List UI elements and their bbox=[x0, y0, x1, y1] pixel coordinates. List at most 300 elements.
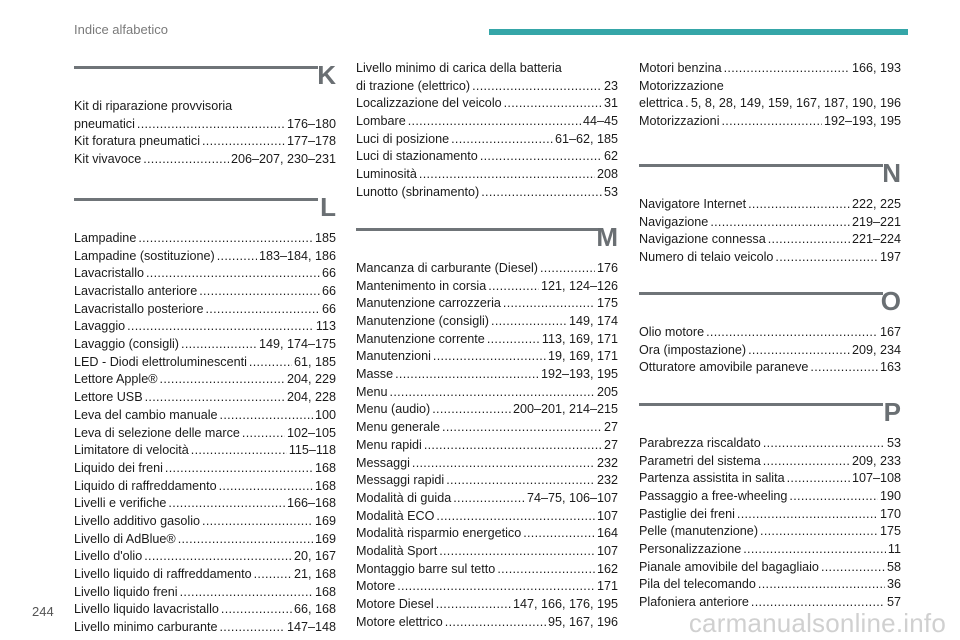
dot-leader bbox=[436, 508, 595, 526]
index-entry bbox=[639, 506, 901, 524]
index-entry bbox=[356, 278, 618, 296]
section-rule bbox=[74, 198, 318, 201]
index-entry-pages: 176–180 bbox=[286, 116, 336, 131]
index-entry-pages: 192–193, 195 bbox=[823, 114, 901, 129]
index-entry-name: elettrica bbox=[639, 96, 684, 111]
section-rule bbox=[74, 66, 318, 69]
index-entry-pages: 162 bbox=[596, 561, 618, 576]
index-entry-name: Messaggi bbox=[356, 455, 410, 470]
index-entry-pages: 113, 169, 171 bbox=[541, 331, 618, 346]
dot-leader bbox=[419, 166, 595, 184]
index-entry-pages: 44–45 bbox=[582, 114, 618, 129]
index-entry bbox=[356, 78, 618, 96]
dot-leader bbox=[748, 196, 850, 214]
entries-l bbox=[74, 230, 336, 637]
index-entry-pages: 27 bbox=[603, 420, 618, 435]
index-entry-name: Modalità risparmio energetico bbox=[356, 526, 522, 541]
dot-leader bbox=[397, 578, 595, 596]
index-entry bbox=[639, 359, 901, 377]
dot-leader bbox=[217, 248, 257, 266]
index-entry-name: Livello liquido di raffreddamento bbox=[74, 567, 252, 582]
index-entry bbox=[639, 559, 901, 577]
dot-leader bbox=[487, 331, 540, 349]
index-entry-name: Manutenzione carrozzeria bbox=[356, 296, 501, 311]
index-entry bbox=[74, 425, 336, 443]
index-entry-pages: 168 bbox=[314, 584, 336, 599]
dot-leader bbox=[775, 249, 878, 267]
index-entry bbox=[74, 354, 336, 372]
index-entry-name: Partenza assistita in salita bbox=[639, 471, 785, 486]
index-entry-name: Lettore USB bbox=[74, 390, 143, 405]
dot-leader bbox=[763, 435, 885, 453]
index-entry-name: LED - Diodi elettroluminescenti bbox=[74, 354, 247, 369]
index-entry bbox=[74, 442, 336, 460]
dot-leader bbox=[523, 525, 595, 543]
index-entry bbox=[356, 95, 618, 113]
index-entry-pages: 190 bbox=[879, 489, 901, 504]
index-entry-name: Menu rapidi bbox=[356, 437, 422, 452]
dot-leader bbox=[127, 318, 314, 336]
dot-leader bbox=[143, 151, 229, 169]
index-entry-name: Lampadine (sostituzione) bbox=[74, 248, 215, 263]
dot-leader bbox=[144, 548, 292, 566]
index-entry-name: Navigazione bbox=[639, 214, 709, 229]
index-entry-pages: 204, 228 bbox=[286, 390, 336, 405]
dot-leader bbox=[178, 531, 313, 549]
dot-leader bbox=[219, 478, 313, 496]
index-entry-name: pneumatici bbox=[74, 116, 135, 131]
index-entry-pages: 95, 167, 196 bbox=[547, 614, 618, 629]
index-entry bbox=[356, 508, 618, 526]
section-rule bbox=[639, 403, 883, 406]
index-entry bbox=[74, 301, 336, 319]
index-entry-name: Mancanza di carburante (Diesel) bbox=[356, 260, 538, 275]
index-entry bbox=[74, 230, 336, 248]
entries-p bbox=[639, 435, 901, 612]
index-entry-pages: 11 bbox=[887, 542, 901, 557]
index-entry bbox=[74, 389, 336, 407]
index-entry-pages: 107 bbox=[596, 508, 618, 523]
index-entry-pages: 36 bbox=[886, 577, 901, 592]
entries-n bbox=[639, 196, 901, 267]
index-entry bbox=[356, 331, 618, 349]
index-entry-pages: 204, 229 bbox=[286, 372, 336, 387]
index-entry-name: Pelle (manutenzione) bbox=[639, 524, 759, 539]
index-entry-pages: 200–201, 214–215 bbox=[512, 402, 618, 417]
index-entry-name: Montaggio barre sul tetto bbox=[356, 561, 496, 576]
index-entry-name: Navigazione connessa bbox=[639, 232, 766, 247]
index-entry bbox=[356, 260, 618, 278]
dot-leader bbox=[202, 513, 313, 531]
section-letter: N bbox=[882, 158, 901, 188]
index-entry bbox=[356, 131, 618, 149]
index-entry-name: Lavacristallo anteriore bbox=[74, 284, 198, 299]
index-entry-name: Passaggio a free-wheeling bbox=[639, 489, 788, 504]
index-entry-name: Livello di AdBlue® bbox=[74, 531, 176, 546]
dot-leader bbox=[481, 184, 602, 202]
index-entry-name: Livello liquido freni bbox=[74, 584, 178, 599]
index-entry bbox=[74, 584, 336, 602]
index-entry-pages: 185 bbox=[314, 230, 336, 245]
dot-leader bbox=[503, 295, 595, 313]
index-entry-pages: 23 bbox=[603, 78, 618, 93]
index-entry-name: Motore Diesel bbox=[356, 597, 434, 612]
index-entry-name: Modalità Sport bbox=[356, 543, 438, 558]
index-entry-pages: 170 bbox=[879, 506, 901, 521]
dot-leader bbox=[180, 584, 313, 602]
index-entry-name: Luci di stazionamento bbox=[356, 149, 478, 164]
index-entry-pages: 149, 174–175 bbox=[258, 337, 336, 352]
index-entry-pages: 19, 169, 171 bbox=[547, 349, 618, 364]
index-entry-pages: 57 bbox=[886, 595, 901, 610]
index-entry-pages: 5, 8, 28, 149, 159, 167, 187, 190, 196 bbox=[690, 96, 901, 111]
index-entry-name: Motorizzazione bbox=[639, 78, 724, 93]
dot-leader bbox=[206, 301, 320, 319]
index-entry-pages: 61, 185 bbox=[293, 354, 336, 369]
index-entry bbox=[639, 60, 901, 78]
index-entry bbox=[356, 295, 618, 313]
dot-leader bbox=[453, 490, 525, 508]
index-entry-pages: 107 bbox=[596, 543, 618, 558]
index-entry-name: Motorizzazioni bbox=[639, 114, 720, 129]
index-entry-pages: 147, 166, 176, 195 bbox=[512, 597, 618, 612]
dot-leader bbox=[439, 543, 595, 561]
index-entry bbox=[356, 455, 618, 473]
dot-leader bbox=[442, 419, 602, 437]
index-entry-name: Pastiglie dei freni bbox=[639, 506, 735, 521]
dot-leader bbox=[763, 453, 850, 471]
index-entry bbox=[74, 98, 336, 116]
dot-leader bbox=[710, 214, 850, 232]
index-entry-name: di trazione (elettrico) bbox=[356, 78, 471, 93]
index-entry-pages: 232 bbox=[596, 455, 618, 470]
index-entry-name: Menu (audio) bbox=[356, 402, 431, 417]
index-entry-pages: 166, 193 bbox=[851, 60, 901, 75]
index-entry-pages: 167 bbox=[879, 324, 901, 339]
index-entry-pages: 176 bbox=[596, 260, 618, 275]
section-letter: O bbox=[880, 286, 901, 316]
index-entry-name: Liquido di raffreddamento bbox=[74, 478, 217, 493]
index-entry bbox=[639, 78, 901, 96]
index-entry bbox=[639, 470, 901, 488]
index-entry-name: Lampadine bbox=[74, 230, 137, 245]
index-entry bbox=[74, 619, 336, 637]
index-entry-pages: 166–168 bbox=[286, 496, 336, 511]
index-entry-pages: 53 bbox=[603, 184, 618, 199]
index-entry-name: Livelli e verifiche bbox=[74, 496, 167, 511]
index-entry-name: Lavaggio (consigli) bbox=[74, 337, 180, 352]
index-entry bbox=[639, 523, 901, 541]
index-entry bbox=[356, 596, 618, 614]
dot-leader bbox=[768, 231, 850, 249]
index-entry-name: Parametri del sistema bbox=[639, 453, 761, 468]
index-entry-pages: 168 bbox=[314, 478, 336, 493]
index-entry-pages: 175 bbox=[596, 296, 618, 311]
index-entry bbox=[74, 151, 336, 169]
index-entry-name: Luminosità bbox=[356, 167, 417, 182]
dot-leader bbox=[254, 566, 292, 584]
index-entry bbox=[639, 231, 901, 249]
index-entry-name: Leva di selezione delle marce bbox=[74, 425, 240, 440]
dot-leader bbox=[504, 95, 602, 113]
index-entry-name: Pianale amovibile del bagagliaio bbox=[639, 559, 819, 574]
dot-leader bbox=[737, 506, 878, 524]
dot-leader bbox=[724, 60, 850, 78]
index-entry-pages: 192–193, 195 bbox=[540, 367, 618, 382]
index-entry bbox=[639, 95, 901, 113]
index-entry-name: Leva del cambio manuale bbox=[74, 407, 218, 422]
index-entry bbox=[74, 531, 336, 549]
index-entry bbox=[74, 248, 336, 266]
index-entry-pages: 20, 167 bbox=[293, 549, 336, 564]
index-entry-pages: 232 bbox=[596, 473, 618, 488]
index-entry bbox=[356, 561, 618, 579]
index-entry-pages: 115–118 bbox=[288, 443, 336, 458]
index-entry-pages: 205 bbox=[596, 384, 618, 399]
dot-leader bbox=[748, 342, 850, 360]
index-entry bbox=[74, 372, 336, 390]
entries-o bbox=[639, 324, 901, 377]
index-entry bbox=[74, 283, 336, 301]
dot-leader bbox=[491, 313, 567, 331]
index-entry-name: Navigatore Internet bbox=[639, 196, 747, 211]
index-entry-name: Liquido dei freni bbox=[74, 460, 163, 475]
index-entry bbox=[639, 435, 901, 453]
index-entry bbox=[356, 578, 618, 596]
index-entry bbox=[639, 577, 901, 595]
index-entry bbox=[639, 249, 901, 267]
index-entry bbox=[74, 407, 336, 425]
index-entry-pages: 31 bbox=[603, 96, 618, 111]
index-entry bbox=[74, 548, 336, 566]
dot-leader bbox=[436, 596, 511, 614]
index-entry-pages: 58 bbox=[886, 559, 901, 574]
index-entry-name: Livello minimo carburante bbox=[74, 620, 218, 635]
index-entry-pages: 66, 168 bbox=[293, 602, 336, 617]
dot-leader bbox=[722, 113, 822, 131]
index-entry-name: Manutenzione (consigli) bbox=[356, 314, 490, 329]
index-entry bbox=[356, 472, 618, 490]
page-number: 244 bbox=[32, 604, 54, 619]
section-rule bbox=[356, 228, 600, 231]
dot-leader bbox=[451, 131, 553, 149]
index-entry-name: Pila del telecomando bbox=[639, 577, 756, 592]
index-entry-name: Motore bbox=[356, 579, 396, 594]
dot-leader bbox=[220, 407, 313, 425]
index-entry-pages: 107–108 bbox=[851, 471, 901, 486]
index-entry bbox=[74, 495, 336, 513]
dot-leader bbox=[432, 401, 511, 419]
dot-leader bbox=[165, 460, 313, 478]
index-entry bbox=[74, 460, 336, 478]
dot-leader bbox=[412, 455, 595, 473]
section-letter: L bbox=[320, 192, 336, 222]
index-entry-pages: 164 bbox=[596, 526, 618, 541]
index-entry bbox=[74, 116, 336, 134]
index-entry bbox=[639, 196, 901, 214]
index-entry bbox=[356, 614, 618, 632]
section-letter: K bbox=[317, 60, 336, 90]
index-entry-name: Kit di riparazione provvisoria bbox=[74, 99, 233, 113]
dot-leader bbox=[706, 324, 878, 342]
index-entry-name: Localizzazione del veicolo bbox=[356, 96, 502, 111]
dot-leader bbox=[497, 561, 595, 579]
section-rule bbox=[639, 164, 883, 167]
index-entry bbox=[74, 318, 336, 336]
index-entry-name: Ora (impostazione) bbox=[639, 342, 747, 357]
index-entry-pages: 209, 234 bbox=[851, 342, 901, 357]
index-entry bbox=[639, 113, 901, 131]
index-entry-pages: 66 bbox=[321, 301, 336, 316]
entries-l-continued bbox=[356, 60, 618, 202]
dot-leader bbox=[685, 95, 689, 113]
header-title: Indice alfabetico bbox=[74, 22, 168, 37]
index-entry bbox=[356, 148, 618, 166]
dot-leader bbox=[390, 384, 595, 402]
index-entry-pages: 183–184, 186 bbox=[258, 248, 336, 263]
section-letter: P bbox=[883, 397, 901, 427]
index-entry-pages: 221–224 bbox=[851, 232, 901, 247]
index-entry-name: Lavacristallo bbox=[74, 266, 144, 281]
index-entry-name: Lavacristallo posteriore bbox=[74, 301, 204, 316]
index-entry-name: Kit foratura pneumatici bbox=[74, 134, 200, 149]
index-entry bbox=[356, 419, 618, 437]
index-entry-pages: 74–75, 106–107 bbox=[526, 490, 618, 505]
index-entry-name: Livello d'olio bbox=[74, 549, 143, 564]
index-entry-pages: 219–221 bbox=[851, 214, 901, 229]
dot-leader bbox=[821, 559, 885, 577]
index-entry bbox=[74, 513, 336, 531]
index-entry-pages: 102–105 bbox=[286, 425, 336, 440]
index-entry-name: Menu bbox=[356, 384, 388, 399]
index-entry bbox=[74, 601, 336, 619]
dot-leader bbox=[249, 354, 292, 372]
index-entry-name: Otturatore amovibile paraneve bbox=[639, 360, 809, 375]
index-entry bbox=[74, 133, 336, 151]
index-entry-name: Lunotto (sbrinamento) bbox=[356, 184, 480, 199]
header-accent-bar bbox=[489, 29, 908, 35]
index-entry-pages: 149, 174 bbox=[568, 314, 618, 329]
index-entry bbox=[356, 166, 618, 184]
index-entry bbox=[639, 214, 901, 232]
index-entry bbox=[74, 566, 336, 584]
index-entry-pages: 169 bbox=[314, 531, 336, 546]
dot-leader bbox=[433, 348, 546, 366]
index-entry-name: Limitatore di velocità bbox=[74, 443, 189, 458]
index-entry bbox=[639, 342, 901, 360]
index-entry bbox=[639, 453, 901, 471]
dot-leader bbox=[472, 78, 602, 96]
index-entry-name: Modalità di guida bbox=[356, 490, 452, 505]
dot-leader bbox=[424, 437, 602, 455]
dot-leader bbox=[810, 359, 878, 377]
index-entry-name: Lombare bbox=[356, 114, 406, 129]
index-entry-name: Modalità ECO bbox=[356, 508, 435, 523]
dot-leader bbox=[395, 366, 539, 384]
section-rule bbox=[639, 292, 883, 295]
dot-leader bbox=[168, 495, 285, 513]
dot-leader bbox=[160, 371, 285, 389]
section-letter: M bbox=[596, 222, 618, 252]
index-entry bbox=[639, 324, 901, 342]
index-entry bbox=[356, 384, 618, 402]
index-entry-name: Mantenimento in corsia bbox=[356, 278, 487, 293]
index-entry-name: Livello minimo di carica della batteria bbox=[356, 61, 562, 75]
index-entry bbox=[356, 402, 618, 420]
dot-leader bbox=[743, 541, 886, 559]
index-entry bbox=[74, 336, 336, 354]
entries-m-continued bbox=[639, 60, 901, 131]
index-entry bbox=[356, 348, 618, 366]
index-entry-name: Personalizzazione bbox=[639, 542, 742, 557]
index-entry bbox=[356, 543, 618, 561]
dot-leader bbox=[191, 442, 287, 460]
index-entry-pages: 209, 233 bbox=[851, 453, 901, 468]
index-entry bbox=[356, 184, 618, 202]
dot-leader bbox=[760, 523, 878, 541]
index-entry-pages: 177–178 bbox=[286, 134, 336, 149]
index-entry-pages: 168 bbox=[314, 460, 336, 475]
index-entry-name: Livello additivo gasolio bbox=[74, 513, 201, 528]
index-entry bbox=[356, 60, 618, 78]
index-entry bbox=[356, 525, 618, 543]
index-entry bbox=[74, 265, 336, 283]
dot-leader bbox=[242, 425, 285, 443]
index-entry-pages: 66 bbox=[321, 266, 336, 281]
dot-leader bbox=[145, 389, 285, 407]
dot-leader bbox=[138, 230, 313, 248]
index-entry-name: Manutenzioni bbox=[356, 349, 431, 364]
index-entry bbox=[74, 478, 336, 496]
index-entry-pages: 113 bbox=[315, 319, 336, 334]
index-entry-name: Parabrezza riscaldato bbox=[639, 435, 761, 450]
index-entry bbox=[639, 541, 901, 559]
index-entry-pages: 121, 124–126 bbox=[540, 278, 618, 293]
index-entry-name: Numero di telaio veicolo bbox=[639, 250, 774, 265]
index-entry-pages: 163 bbox=[879, 360, 901, 375]
entries-m bbox=[356, 260, 618, 631]
dot-leader bbox=[789, 488, 878, 506]
dot-leader bbox=[221, 601, 292, 619]
index-entry-pages: 53 bbox=[886, 435, 901, 450]
index-entry-name: Masse bbox=[356, 367, 394, 382]
dot-leader bbox=[480, 148, 602, 166]
index-entry bbox=[356, 366, 618, 384]
dot-leader bbox=[445, 614, 546, 632]
dot-leader bbox=[146, 265, 320, 283]
index-entry-pages: 197 bbox=[879, 250, 901, 265]
dot-leader bbox=[202, 133, 285, 151]
dot-leader bbox=[220, 619, 285, 637]
index-entry-name: Messaggi rapidi bbox=[356, 473, 445, 488]
index-entry-pages: 171 bbox=[596, 579, 618, 594]
index-entry-pages: 27 bbox=[603, 437, 618, 452]
index-entry-name: Manutenzione corrente bbox=[356, 331, 485, 346]
index-entry-name: Kit vivavoce bbox=[74, 152, 142, 167]
index-entry bbox=[356, 490, 618, 508]
watermark: carmanualsonline.info bbox=[688, 608, 946, 638]
index-entry-pages: 66 bbox=[321, 284, 336, 299]
index-entry-pages: 169 bbox=[314, 513, 336, 528]
index-entry-name: Motore elettrico bbox=[356, 614, 443, 629]
index-entry-name: Olio motore bbox=[639, 324, 705, 339]
index-entry-name: Motori benzina bbox=[639, 60, 722, 75]
index-entry-pages: 100 bbox=[314, 407, 336, 422]
dot-leader bbox=[181, 336, 257, 354]
dot-leader bbox=[488, 278, 539, 296]
index-entry-name: Menu generale bbox=[356, 420, 441, 435]
index-entry-name: Livello liquido lavacristallo bbox=[74, 602, 219, 617]
